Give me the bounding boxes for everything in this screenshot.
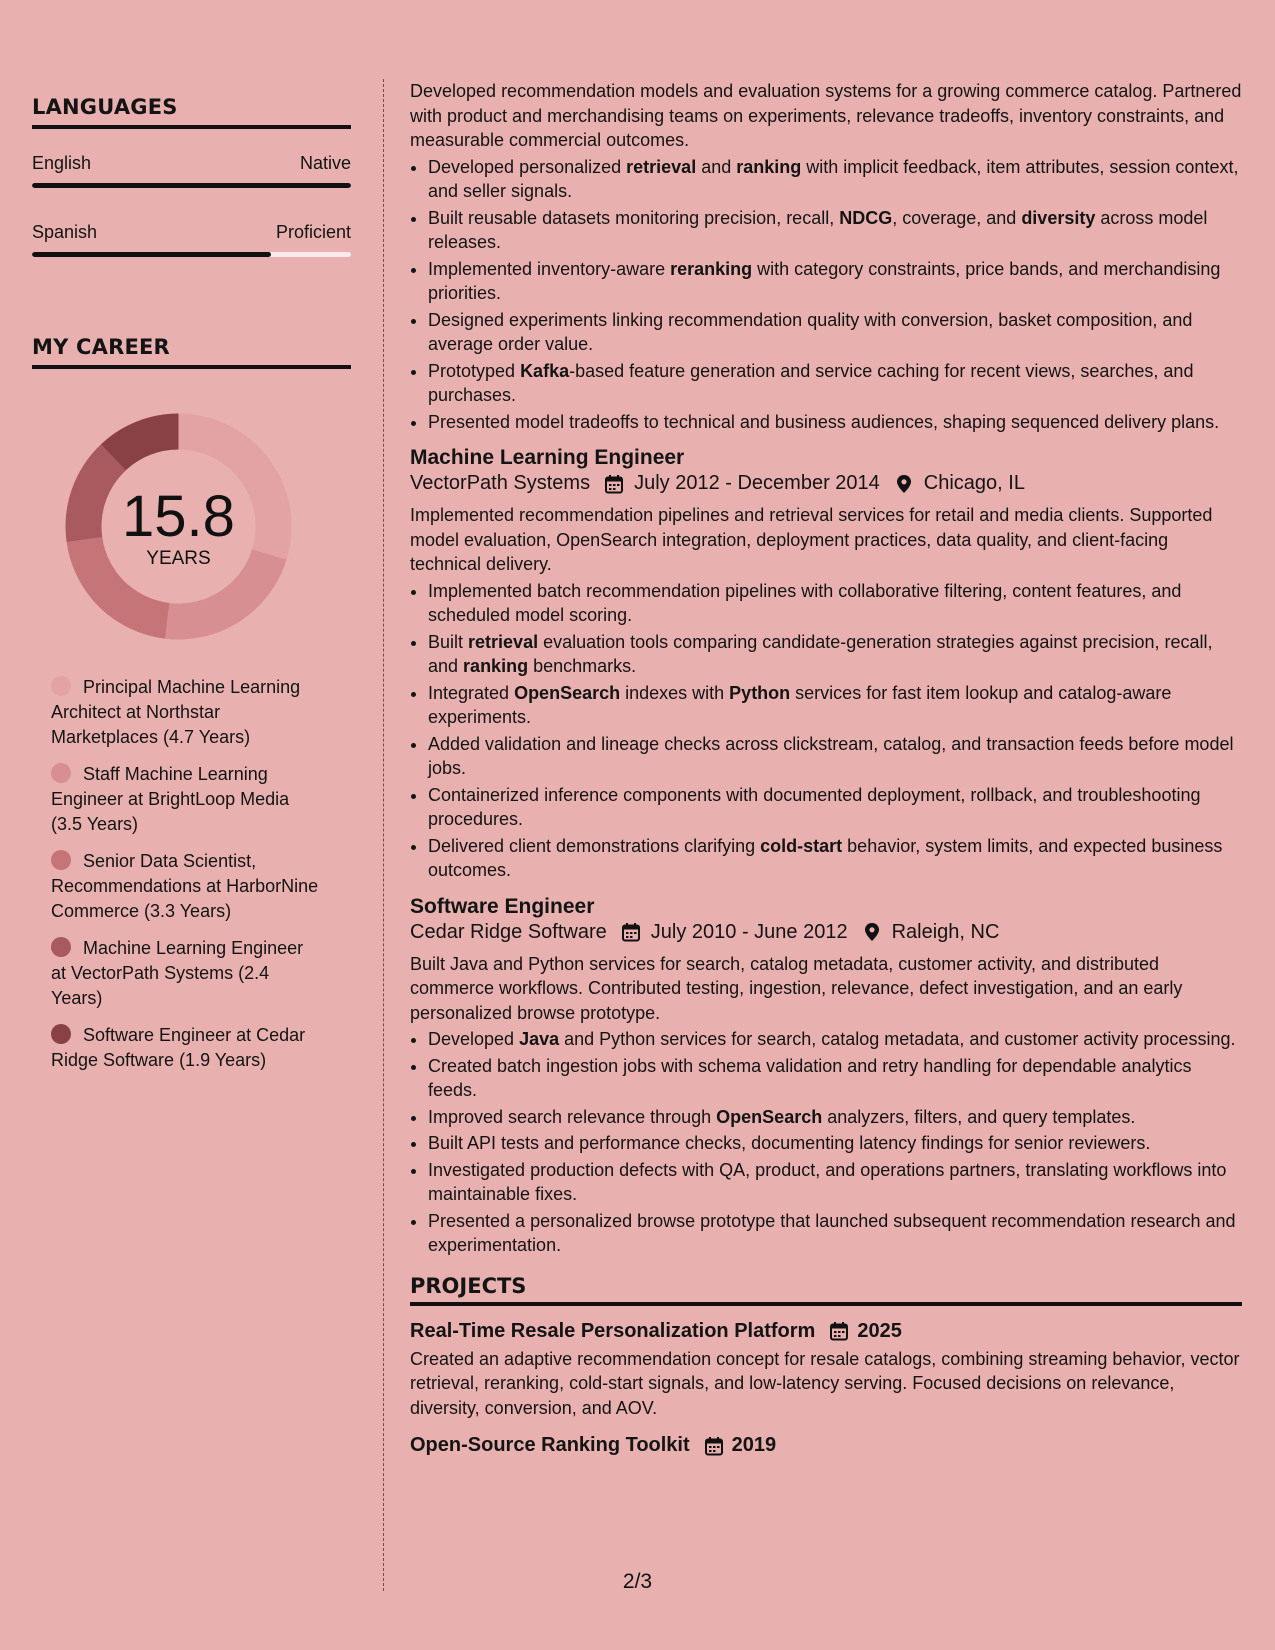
legend-item (51, 849, 321, 924)
job-bullets (410, 579, 1242, 883)
bullet-item: • Implemented batch recommendation pipelines with collaborative filtering, content features, and scheduled model scoring. (428, 579, 1242, 628)
job-title: Machine Learning Engineer (410, 446, 685, 469)
bullet-item: • Containerized inference components with documented deployment, rollback, and troubleshooting procedures. (428, 783, 1242, 832)
languages-section (32, 95, 351, 129)
job-summary: Developed recommendation models and evaluation systems for a growing commerce catalog. Partnered with product and merchandising teams on experiments, relevance tradeoffs, inventory constraints, and measurable commercial outcomes. (410, 81, 1242, 150)
bullet-item: • Presented model tradeoffs to technical and business audiences, shaping sequenced delivery plans. (428, 410, 1242, 435)
language-bar (32, 183, 351, 188)
legend-label: Principal Machine Learning Architect at Northstar Marketplaces (4.7 Years) (51, 677, 301, 747)
project-year: 2019 (731, 1434, 777, 1456)
calendar-icon (829, 1321, 849, 1341)
job-summary: Implemented recommendation pipelines and retrieval services for retail and media clients. Supported model evaluation, OpenSearch integration, deployment practices, data quality, and client-facing technical delivery. (410, 505, 1213, 574)
legend-label: Senior Data Scientist, Recommendations at HarborNine Commerce (3.3 Years) (51, 851, 319, 921)
language-bar-fill (32, 183, 351, 188)
bullet-item: • Built reusable datasets monitoring precision, recall, NDCG, coverage, and diversity across model releases. (428, 206, 1242, 255)
project-year: 2025 (857, 1319, 902, 1342)
job-entry (410, 895, 1242, 1258)
job-dates: July 2012 - December 2014 (634, 472, 880, 494)
bullet-item: • Built retrieval evaluation tools comparing candidate-generation strategies against precision, recall, and ranking benchmarks. (428, 630, 1242, 679)
job-entry (410, 446, 1242, 883)
career-title: MY CAREER (32, 335, 351, 369)
location-pin-icon (894, 474, 914, 494)
career-section (32, 335, 351, 369)
language-bar-fill (32, 252, 271, 257)
legend-dot (51, 850, 71, 870)
legend-label: Machine Learning Engineer at VectorPath Systems (2.4 Years) (51, 938, 304, 1008)
job-company: Cedar Ridge Software (410, 920, 607, 943)
bullet-item: • Prototyped Kafka-based feature generation and service caching for recent views, searches, and purchases. (428, 359, 1242, 408)
job-dates: July 2010 - June 2012 (650, 920, 848, 943)
bullet-item: • Created batch ingestion jobs with schema validation and retry handling for dependable analytics feeds. (428, 1054, 1242, 1103)
bullet-item: • Delivered client demonstrations clarifying cold-start behavior, system limits, and expected business outcomes. (428, 834, 1242, 883)
project-head (410, 1320, 1242, 1343)
page-number: 2/3 (622, 1570, 653, 1593)
bullet-item: • Developed personalized retrieval and ranking with implicit feedback, item attributes, session context, and seller signals. (428, 155, 1242, 204)
project-head (410, 1434, 1242, 1457)
legend-dot (51, 1024, 71, 1044)
legend-item (51, 675, 321, 750)
legend-label: Software Engineer at Cedar Ridge Software (1.9 Years) (51, 1025, 306, 1070)
legend-item (51, 762, 321, 837)
project-entry (410, 1434, 1242, 1457)
bullet-item: • Added validation and lineage checks across clickstream, catalog, and transaction feeds before model jobs. (428, 732, 1242, 781)
bullet-item: • Built API tests and performance checks, documenting latency findings for senior reviewers. (428, 1131, 1242, 1156)
career-donut-chart (65, 413, 292, 640)
career-total-years: 15.8 (122, 484, 235, 549)
location-pin-icon (862, 922, 882, 942)
language-name: English (32, 153, 92, 173)
legend-item (51, 1023, 321, 1073)
language-level: Native (299, 153, 351, 173)
job-company: VectorPath Systems (410, 472, 591, 494)
bullet-item: • Presented a personalized browse prototype that launched subsequent recommendation research and experimentation. (428, 1209, 1242, 1258)
project-name: Open-Source Ranking Toolkit (410, 1434, 690, 1456)
job-meta (410, 472, 1242, 495)
job-bullets (410, 155, 1242, 435)
job-bullets (410, 1027, 1242, 1258)
legend-item (51, 936, 321, 1011)
legend-dot (51, 937, 71, 957)
legend-dot (51, 763, 71, 783)
calendar-icon (604, 474, 624, 494)
bullet-item: • Designed experiments linking recommendation quality with conversion, basket composition, and average order value. (428, 308, 1242, 357)
language-level: Proficient (275, 222, 351, 242)
career-total-unit: YEARS (146, 548, 211, 569)
language-bar (32, 252, 351, 257)
job-meta (410, 921, 1242, 944)
legend-dot (51, 676, 71, 696)
project-description: Created an adaptive recommendation concept for resale catalogs, combining streaming behavior, vector retrieval, reranking, cold-start signals, and low-latency serving. Focused decisions on relevance, diversity, conversion, and AOV. (410, 1348, 1240, 1418)
calendar-icon (704, 1436, 724, 1456)
project-name: Real-Time Resale Personalization Platform (410, 1319, 816, 1342)
bullet-item: • Integrated OpenSearch indexes with Python services for fast item lookup and catalog-aware experiments. (428, 681, 1242, 730)
project-entry (410, 1320, 1242, 1421)
calendar-icon (621, 922, 641, 942)
bullet-item: • Improved search relevance through OpenSearch analyzers, filters, and query templates. (428, 1105, 1242, 1130)
job-location: Raleigh, NC (891, 920, 1000, 943)
projects-title: PROJECTS (410, 1274, 1242, 1306)
language-name: Spanish (32, 222, 98, 242)
column-divider (383, 79, 384, 1591)
right-column (410, 79, 1242, 1461)
legend-label: Staff Machine Learning Engineer at BrightLoop Media (3.5 Years) (51, 764, 290, 834)
donut-center (65, 413, 292, 640)
bullet-item: • Developed Java and Python services for search, catalog metadata, and customer activity processing. (428, 1027, 1242, 1052)
bullet-item: • Implemented inventory-aware reranking with category constraints, price bands, and merchandising priorities. (428, 257, 1242, 306)
job-summary: Built Java and Python services for search, catalog metadata, customer activity, and distributed commerce workflows. Contributed testing, ingestion, relevance, defect investigation, and an early personalized browse prototype. (410, 953, 1183, 1023)
job-location: Chicago, IL (923, 472, 1025, 494)
languages-title: LANGUAGES (32, 95, 351, 129)
career-legend (51, 675, 321, 1085)
job-title: Software Engineer (410, 894, 595, 918)
bullet-item: • Investigated production defects with QA, product, and operations partners, translating workflows into maintainable fixes. (428, 1158, 1242, 1207)
